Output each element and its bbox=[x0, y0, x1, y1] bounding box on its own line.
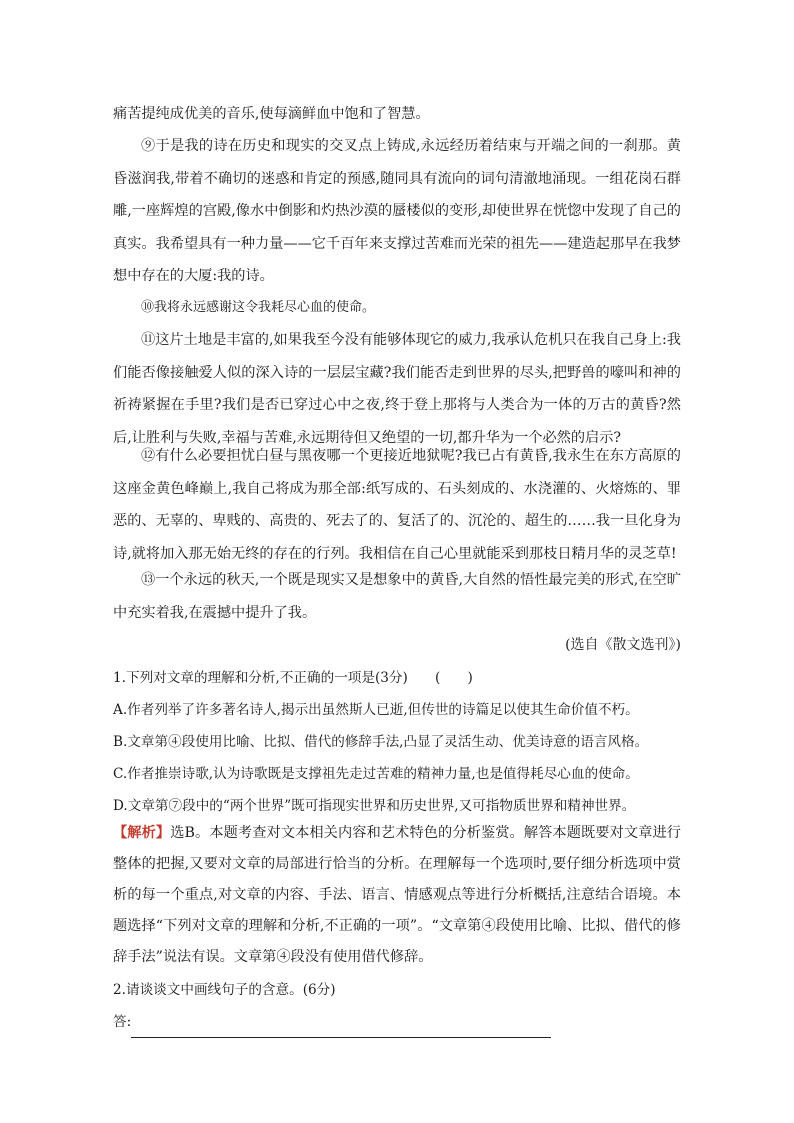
analysis-block bbox=[113, 818, 681, 973]
option-d: D.文章第⑦段中的“两个世界”既可指现实世界和历史世界,又可指物质世界和精神世界。 bbox=[113, 798, 636, 814]
answer-row bbox=[113, 1006, 681, 1038]
option-c: C.作者推崇诗歌,认为诗歌既是支撑祖先走过苦难的精神力量,也是值得耗尽心血的使命。 bbox=[113, 766, 639, 782]
source-citation: (选自《散文选刊》) bbox=[565, 637, 681, 653]
analysis-tag: 【解析】 bbox=[113, 825, 171, 841]
paragraph-9: ⑨于是我的诗在历史和现实的交叉点上铸成,永远经历着结束与开端之间的一刹那。黄昏滋润我,带着不确切的迷惑和肯定的预感,随同具有流向的词句清澈地涌现。一组花岗石群雕,一座辉煌的宫殿,像水中倒影和灼热沙漠的蜃楼似的变形,却使世界在恍惚中发现了自己的真实。我希望具有一种力量——它千百年来支撑过苦难而光荣的祖先——建造起那早在我梦想中存在的大厦:我的诗。 bbox=[113, 138, 681, 284]
paragraph-11: ⑪这片土地是丰富的,如果我至今没有能够体现它的威力,我承认危机只在我自己身上:我们能否像接触爱人似的深入诗的一层层宝藏?我们能否走到世界的尽头,把野兽的嚎叫和神的祈祷紧握在手里?我们是否已穿过心中之夜,终于登上那将与人类合为一体的万古的黄昏?然后,让胜利与失败,幸福与苦难,永远期待但又绝望的一切,都升华为一个必然的启示? bbox=[113, 332, 681, 446]
paragraph-8-tail: 痛苦提纯成优美的音乐,使每滴鲜血中饱和了智慧。 bbox=[113, 106, 430, 122]
paragraph-13: ⑬一个永远的秋天,一个既是现实又是想象中的黄昏,大自然的悟性最完美的形式,在空旷中充实着我,在震撼中提升了我。 bbox=[113, 572, 681, 621]
answer-label: 答: bbox=[113, 1014, 132, 1030]
question-2-stem: 2.请谈谈文中画线句子的含意。(6分) bbox=[113, 982, 336, 998]
paragraph-10: ⑩我将永远感谢这令我耗尽心血的使命。 bbox=[141, 300, 376, 315]
option-a: A.作者列举了许多著名诗人,揭示出虽然斯人已逝,但传世的诗篇足以使其生命价值不朽。 bbox=[113, 702, 639, 718]
paragraph-12: ⑫有什么必要担忧白昼与黑夜哪一个更接近地狱呢?我已占有黄昏,我永生在东方高原的这座金黄色峰巅上,我自己将成为那全部:纸写成的、石头刻成的、水浇灌的、火熔炼的、罪恶的、无辜的、卑贱的、高贵的、死去了的、复活了的、沉沦的、超生的……我一旦化身为诗,就将加入那无始无终的存在的行列。我相信在自己心里就能采到那枝日精月华的灵芝草! bbox=[113, 448, 681, 562]
option-b: B.文章第④段使用比喻、比拟、借代的修辞手法,凸显了灵活生动、优美诗意的语言风格。 bbox=[113, 734, 649, 750]
analysis-text: 选B。本题考查对文本相关内容和艺术特色的分析鉴赏。解答本题既要对文章进行整体的把握,又要对文章的局部进行恰当的分析。在理解每一个选项时,要仔细分析选项中赏析的每一个重点,对文章的内容、手法、语言、情感观点等进行分析概括,注意结合语境。本题选择“下列对文章的理解和分析,不正确的一项”。“文章第④段使用比喻、比拟、借代的修辞手法”说法有误。文章第④段没有使用借代修辞。 bbox=[113, 825, 681, 965]
question-1-stem: 1.下列对文章的理解和分析,不正确的一项是(3分) ( ) bbox=[113, 670, 473, 686]
answer-blank-line[interactable] bbox=[131, 1019, 551, 1038]
